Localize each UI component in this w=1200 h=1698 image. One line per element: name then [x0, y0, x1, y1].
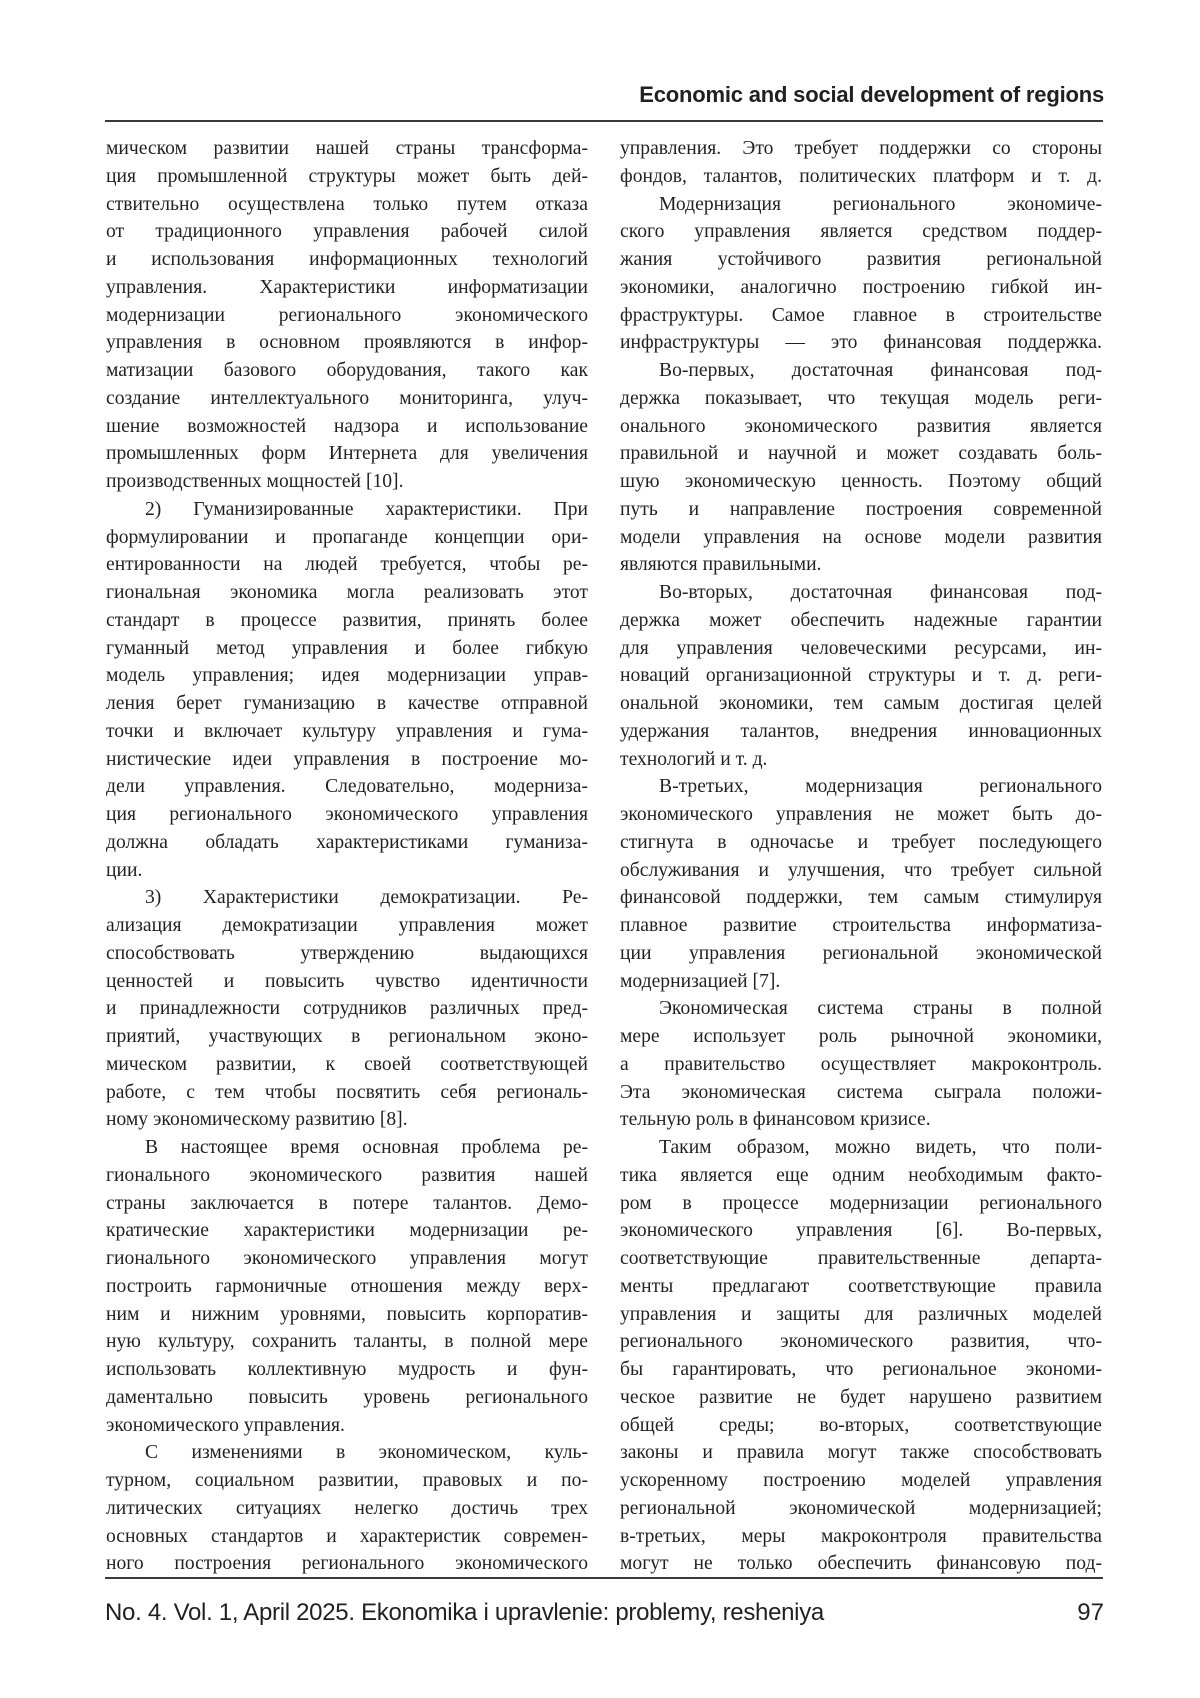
text-line: держка показывает, что текущая модель реги-: [620, 387, 1102, 409]
text-line: модель управления; идея модернизации управ-: [106, 665, 588, 687]
paragraph-first-line: В настоящее время основная проблема ре-: [145, 1137, 588, 1158]
text-line: шение возможностей надзора и использование: [106, 415, 588, 437]
text-line: соответствующие правительственные департа-: [620, 1248, 1102, 1269]
text-line: а правительство осуществляет макроконтроль.: [620, 1053, 1102, 1075]
text-line: способствовать утверждению выдающихся: [106, 942, 588, 964]
text-line: экономики, аналогично построению гибкой ин-: [620, 276, 1102, 298]
text-line: тельную роль в финансовом кризисе.: [620, 1109, 931, 1131]
text-line: онального экономического развития является: [620, 415, 1102, 437]
text-line: даментально повысить уровень регионального: [106, 1386, 588, 1408]
text-line: использовать коллективную мудрость и фун-: [106, 1359, 588, 1380]
text-line: тика является еще одним необходимым факто-: [620, 1164, 1102, 1186]
text-line: путь и направление построения современной: [620, 498, 1102, 520]
text-line: могут не только обеспечить финансовую под-: [620, 1553, 1102, 1575]
text-line: общей среды; во-вторых, соответствующие: [620, 1414, 1102, 1436]
header-divider: [105, 120, 1103, 122]
text-line: фраструктуры. Самое главное в строительстве: [620, 304, 1102, 326]
text-line: ускоренному построению моделей управления: [620, 1470, 1102, 1491]
paragraph-first-line: Экономическая система страны в полной: [659, 998, 1102, 1020]
left-text-column: [106, 135, 588, 1578]
text-line: стигнута в одночасье и требует последующего: [620, 831, 1102, 853]
paragraph-first-line: 2) Гуманизированные характеристики. При: [145, 498, 588, 520]
text-line: ция регионального экономического управления: [106, 804, 588, 825]
text-line: ентированности на людей требуется, чтобы ре-: [106, 554, 588, 576]
text-line: матизации базового оборудования, такого как: [106, 360, 588, 381]
text-line: создание интеллектуального мониторинга, улуч-: [106, 387, 588, 409]
text-line: мическом развитии, к своей соответствующей: [106, 1053, 588, 1075]
text-line: построить гармоничные отношения между верх-: [106, 1275, 588, 1297]
text-line: работе, с тем чтобы посвятить себя региональ-: [106, 1081, 588, 1103]
text-line: являются правильными.: [620, 554, 822, 576]
text-line: ствительно осуществлена только путем отказа: [106, 193, 588, 215]
text-line: управления. Характеристики информатизации: [106, 276, 588, 298]
text-line: основных стандартов и характеристик современ-: [106, 1525, 588, 1547]
text-line: ним и нижним уровнями, повысить корпоратив-: [106, 1303, 588, 1325]
text-line: и использования информационных технологий: [106, 249, 588, 270]
text-line: региональной экономической модернизацией;: [620, 1497, 1102, 1519]
text-line: управления в основном проявляются в инфор-: [106, 332, 588, 354]
text-line: инфраструктуры — это финансовая поддержка.: [620, 332, 1102, 354]
text-line: ональной экономики, тем самым достигая целей: [620, 693, 1102, 714]
text-line: экономического управления.: [106, 1414, 345, 1436]
text-line: ному экономическому развитию [8].: [106, 1109, 408, 1131]
text-line: ции.: [106, 859, 143, 881]
text-line: гуманный метод управления и более гибкую: [106, 637, 588, 659]
running-header-title: Economic and social development of regions: [639, 82, 1104, 107]
text-line: экономического управления [6]. Во-первых,: [620, 1220, 1102, 1242]
text-line: для управления человеческими ресурсами, ин-: [620, 637, 1102, 659]
text-line: дели управления. Следовательно, модерниза-: [106, 776, 588, 798]
paragraph-first-line: В-третьих, модернизация регионального: [659, 776, 1102, 798]
text-line: ценностей и повысить чувство идентичности: [106, 970, 588, 992]
paragraph-first-line: Во-первых, достаточная финансовая под-: [659, 360, 1102, 381]
text-line: бы гарантировать, что региональное экономи-: [620, 1359, 1102, 1380]
text-line: обслуживания и улучшения, что требует сильной: [620, 859, 1102, 881]
right-text-column: [620, 135, 1102, 1578]
text-line: гионального экономического развития нашей: [106, 1164, 588, 1186]
paragraph-first-line: Таким образом, можно видеть, что поли-: [659, 1137, 1102, 1158]
text-line: управления. Это требует поддержки со стороны: [620, 138, 1102, 159]
text-line: модели управления на основе модели развития: [620, 526, 1102, 548]
text-line: формулировании и пропаганде концепции ори-: [106, 526, 588, 548]
text-line: в-третьих, меры макроконтроля правительства: [620, 1525, 1102, 1547]
text-line: мическом развитии нашей страны трансформа-: [106, 138, 588, 159]
text-line: Эта экономическая система сыграла положи-: [620, 1081, 1102, 1103]
text-line: ную культуру, сохранить таланты, в полной мере: [106, 1331, 588, 1353]
paragraph-first-line: Во-вторых, достаточная финансовая под-: [659, 582, 1102, 603]
footer-divider: [105, 1577, 1103, 1579]
text-line: правильной и научной и может создавать боль-: [620, 443, 1102, 465]
text-line: ализация демократизации управления может: [106, 915, 588, 936]
text-line: удержания талантов, внедрения инновационных: [620, 720, 1102, 742]
text-line: мере использует роль рыночной экономики,: [620, 1026, 1102, 1047]
text-line: ческое развитие не будет нарушено развитием: [620, 1386, 1102, 1408]
text-line: и принадлежности сотрудников различных пред-: [106, 998, 588, 1020]
text-line: фондов, талантов, политических платформ и т. д.: [620, 165, 1102, 187]
text-line: менты предлагают соответствующие правила: [620, 1275, 1102, 1297]
text-line: стандарт в процессе развития, принять более: [106, 609, 588, 631]
text-line: точки и включает культуру управления и гума-: [106, 720, 588, 742]
text-line: ного построения регионального экономического: [106, 1553, 588, 1575]
text-line: нистические идеи управления в построение мо-: [106, 748, 588, 770]
text-line: регионального экономического развития, что-: [620, 1331, 1102, 1353]
page-number: 97: [1077, 1599, 1104, 1626]
text-line: ского управления является средством поддер-: [620, 221, 1102, 243]
text-line: финансовой поддержки, тем самым стимулируя: [620, 887, 1102, 909]
text-line: гиональная экономика могла реализовать этот: [106, 582, 588, 603]
text-line: должна обладать характеристиками гуманиза-: [106, 831, 588, 853]
text-line: модернизацией [7].: [620, 970, 781, 992]
text-line: приятий, участвующих в региональном эконо-: [106, 1026, 588, 1047]
text-line: новаций организационной структуры и т. д. реги-: [620, 665, 1102, 687]
text-line: производственных мощностей [10].: [106, 471, 404, 492]
text-line: кратические характеристики модернизации ре-: [106, 1220, 588, 1242]
paragraph-first-line: Модернизация регионального экономиче-: [659, 193, 1102, 215]
text-line: турном, социальном развитии, правовых и по-: [106, 1470, 588, 1491]
text-line: экономического управления не может быть до-: [620, 804, 1102, 825]
text-line: шую экономическую ценность. Поэтому общий: [620, 471, 1102, 492]
text-line: модернизации регионального экономического: [106, 304, 588, 326]
text-line: страны заключается в потере талантов. Демо-: [106, 1192, 588, 1214]
text-line: ция промышленной структуры может быть дей-: [106, 165, 588, 187]
text-line: от традиционного управления рабочей силой: [106, 221, 588, 243]
text-line: гионального экономического управления могут: [106, 1248, 588, 1269]
text-line: технологий и т. д.: [620, 748, 768, 770]
text-line: жания устойчивого развития региональной: [620, 249, 1102, 270]
text-line: плавное развитие строительства информатиза-: [620, 915, 1102, 936]
text-line: законы и правила могут также способствовать: [620, 1442, 1102, 1464]
text-line: промышленных форм Интернета для увеличения: [106, 443, 588, 465]
text-line: ром в процессе модернизации регионального: [620, 1192, 1102, 1214]
paragraph-first-line: С изменениями в экономическом, куль-: [145, 1442, 588, 1464]
text-line: литических ситуациях нелегко достичь трех: [106, 1497, 588, 1519]
text-line: держка может обеспечить надежные гарантии: [620, 609, 1102, 631]
text-line: ции управления региональной экономической: [620, 942, 1102, 964]
text-line: ления берет гуманизацию в качестве отправной: [106, 693, 588, 714]
journal-citation: No. 4. Vol. 1, April 2025. Ekonomika i upravlenie: problemy, resheniya: [105, 1599, 824, 1626]
text-line: управления и защиты для различных моделей: [620, 1303, 1102, 1325]
paragraph-first-line: 3) Характеристики демократизации. Ре-: [145, 887, 588, 909]
